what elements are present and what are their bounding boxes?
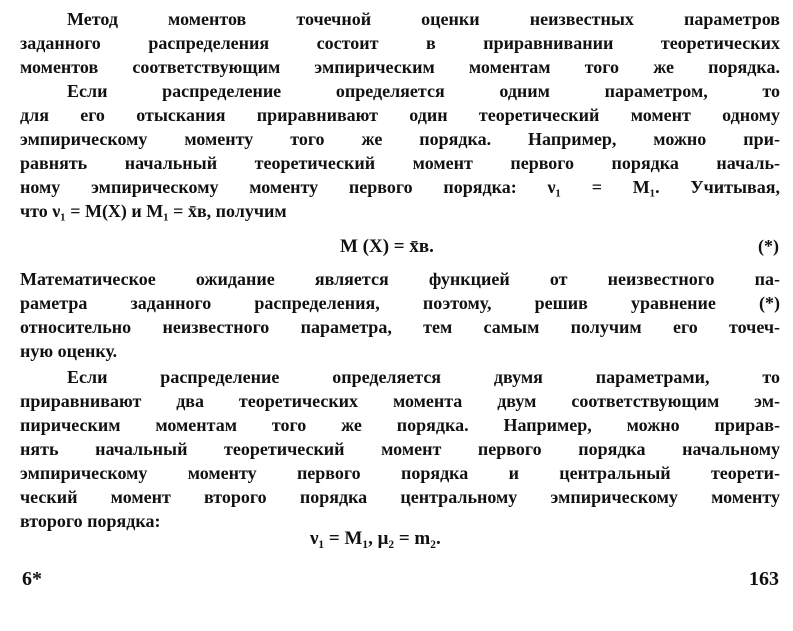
text-line-11: раметра заданного распределения, поэтому, решив уравнение (*): [20, 293, 780, 313]
text-line-9: что ν₁ = M(X) и M₁ = x̄в, получим: [20, 201, 287, 221]
text-line-14: Если распределение определяется двумя параметрами, то: [67, 367, 780, 387]
text-line-1: Метод моментов точечной оценки неизвестных параметров: [67, 9, 780, 29]
text-line-6: эмпирическому моменту того же порядка. Например, можно при-: [20, 129, 780, 149]
text-line-20: второго порядка:: [20, 511, 161, 531]
signature-mark: 6*: [22, 568, 42, 590]
formula-tag: (*): [758, 236, 779, 256]
text-line-7: равнять начальный теоретический момент первого порядка началь-: [20, 153, 780, 173]
formula-expectation: M (X) = x̄в.: [340, 236, 434, 257]
text-line-19: ческий момент второго порядка центральному эмпирическому моменту: [20, 487, 780, 507]
text-line-16: пирическим моментам того же порядка. Например, можно прирав-: [20, 415, 780, 435]
formula-moments-equal: ν₁ = M₁, μ₂ = m₂.: [310, 528, 441, 549]
text-line-4: Если распределение определяется одним параметром, то: [67, 81, 780, 101]
text-line-15: приравнивают два теоретических момента двум соответствующим эм-: [20, 391, 780, 411]
text-line-18: эмпирическому моменту первого порядка и центральный теорети-: [20, 463, 780, 483]
text-line-8: ному эмпирическому моменту первого порядка: ν₁ = M₁. Учитывая,: [20, 177, 780, 197]
text-line-17: нять начальный теоретический момент первого порядка начальному: [20, 439, 780, 459]
text-line-5: для его отыскания приравнивают один теоретический момент одному: [20, 105, 780, 125]
text-line-3: моментов соответствующим эмпирическим моментам того же порядка.: [20, 57, 780, 77]
text-line-12: относительно неизвестного параметра, тем самым получим его точеч-: [20, 317, 780, 337]
text-line-10: Математическое ожидание является функцией от неизвестного па-: [20, 269, 780, 289]
text-line-13: ную оценку.: [20, 341, 118, 361]
text-line-2: заданного распределения состоит в приравнивании теоретических: [20, 33, 780, 53]
page-number: 163: [749, 568, 779, 590]
